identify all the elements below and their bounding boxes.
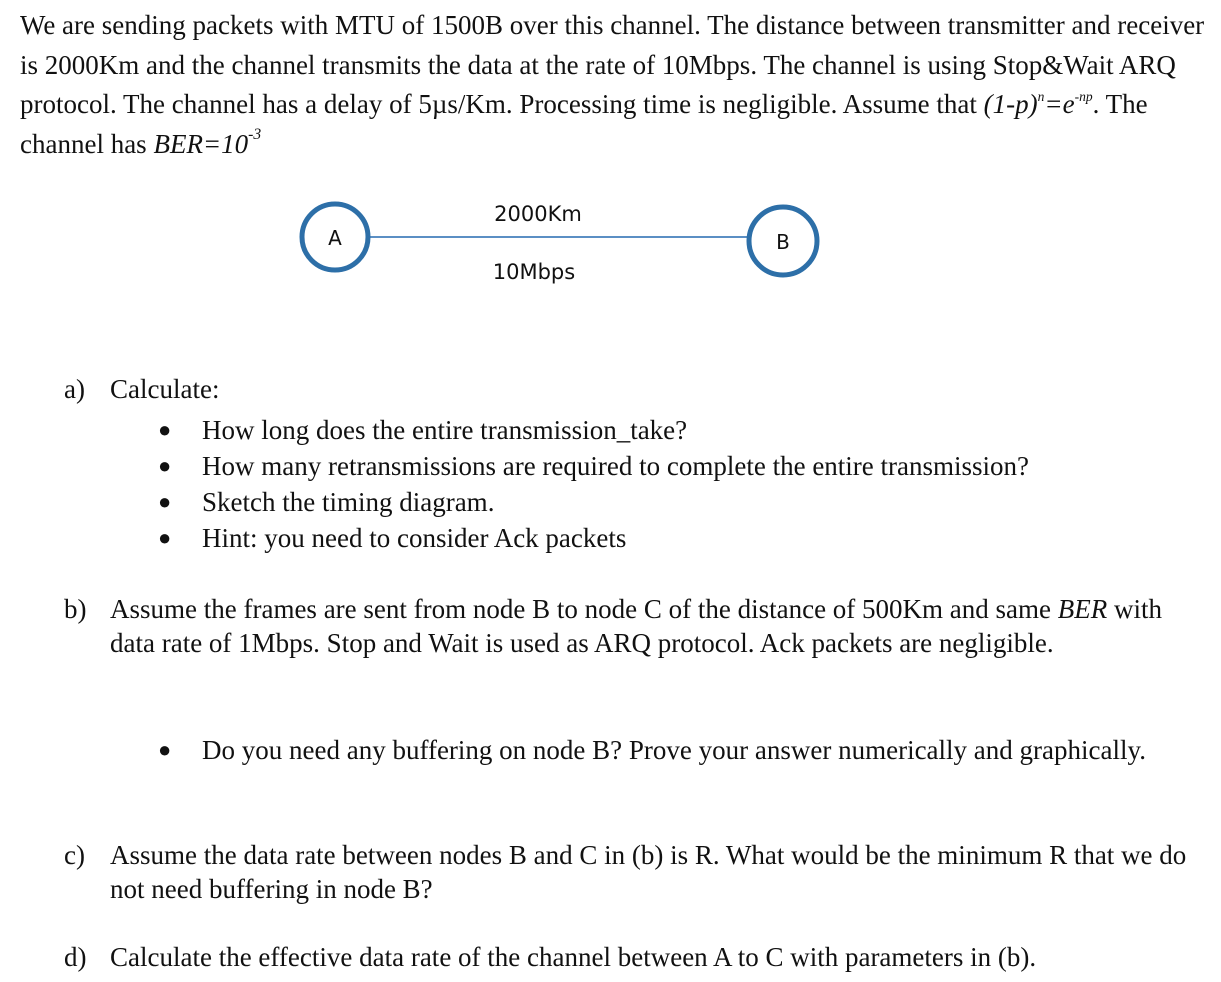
part-a-marker: a) [64, 374, 85, 404]
ber-value: $BER=10^{-3}$ [153, 125, 262, 159]
list-item: ● Sketch the timing diagram. [158, 487, 495, 517]
intro-paragraph [20, 6, 1205, 164]
formula: $(1-p)^n=e^{-np}$ [983, 88, 1093, 119]
list-item: ● How long does the entire transmission_take? [158, 415, 688, 445]
list-item: ● Do you need any buffering on node B? Prove your answer numerically and graphically. [158, 735, 1146, 765]
problem-statement [20, 6, 1205, 164]
rate-label: 10Mbps [492, 260, 576, 284]
part-c-marker: c) [64, 840, 85, 870]
list-item: ● How many retransmissions are required to complete the entire transmission? [158, 451, 1030, 481]
part-b-bullets [158, 733, 1158, 767]
part-c-text: Assume the data rate between nodes B and C in (b) is R. What would be the minimum R that we do not need buffering in node B? [110, 840, 1187, 904]
part-a-heading: Calculate: [110, 374, 220, 404]
distance-label: 2000Km [494, 202, 582, 226]
node-b-label: B [776, 230, 790, 254]
part-d-marker: d) [64, 942, 87, 972]
part-a-bullets [158, 412, 1158, 556]
part-b-marker: b) [64, 594, 87, 624]
part-b-text: Assume the frames are sent from node B to node C of the distance of 500Km and same BER with data rate of 1Mbps. Stop and Wait is used as ARQ protocol. Ack packets are negligible. [110, 594, 1163, 658]
part-d-text: Calculate the effective data rate of the channel between A to C with parameters in (b). [110, 942, 1037, 972]
intro-text: We are sending packets with MTU of 1500B over this channel. The distance between transmitter and receiver is 2000Km and the channel transmits the data at the rate of 10Mbps. The channel is using Stop&Wait ARQ protocol. The channel has a delay of 5µs/Km. Processing time is negligible. Assume that [20, 10, 1205, 119]
node-a-label: A [328, 226, 342, 250]
network-diagram [280, 195, 840, 295]
list-item: ● Hint: you need to consider Ack packets [158, 523, 627, 553]
intro-text-2: . The channel has [20, 89, 1148, 159]
